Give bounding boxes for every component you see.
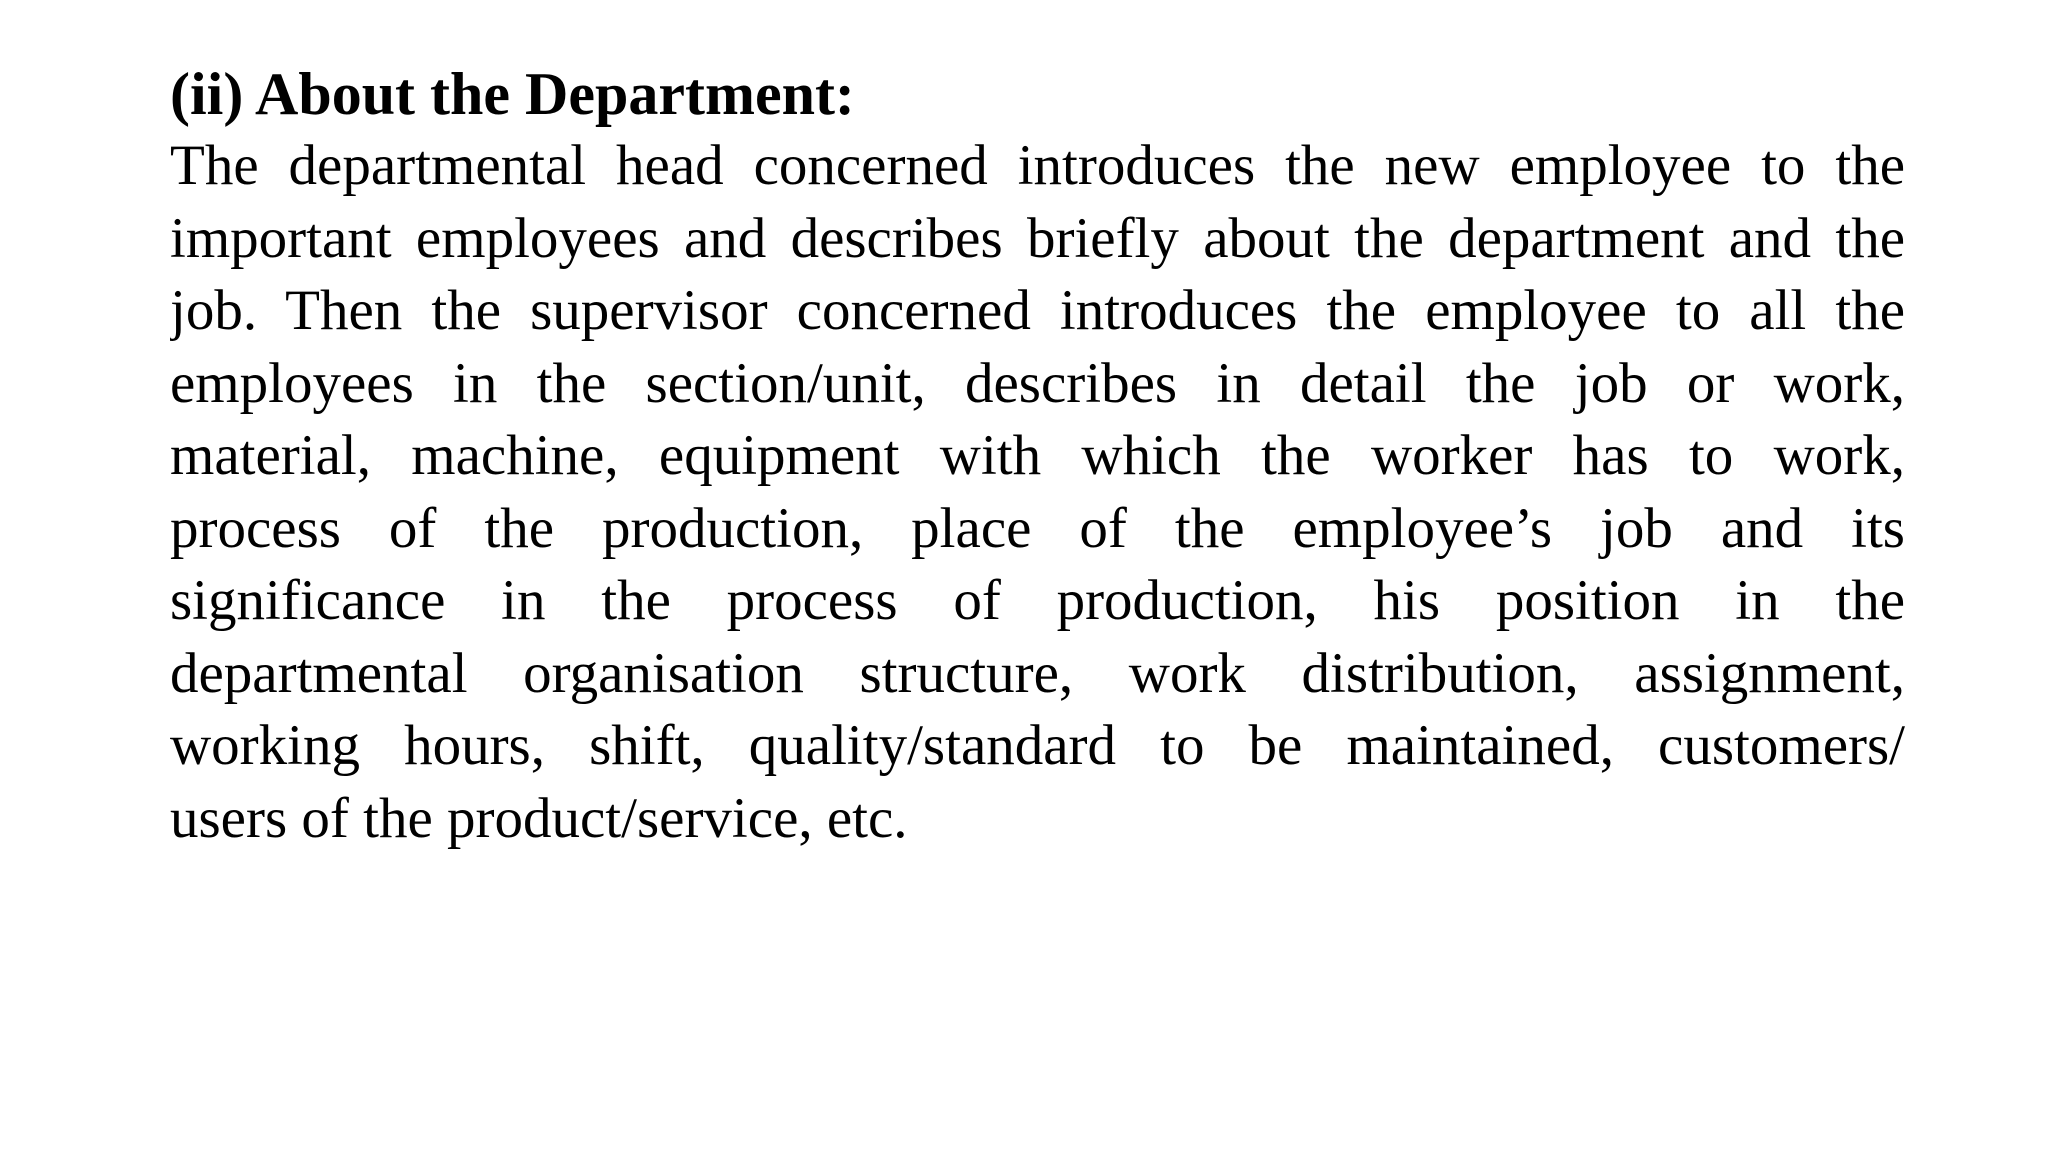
paragraph-line: departmental organisation structure, work distribution, assignment, [170, 641, 1905, 705]
paragraph-line: working hours, shift, quality/standard to be maintained, customers/ [170, 714, 1905, 777]
paragraph-line: employees in the section/unit, describes in detail the job or work, [170, 351, 1905, 415]
section-heading: (ii) About the Department: [170, 61, 855, 127]
paragraph-line: significance in the process of production, his position in the [170, 569, 1905, 632]
paragraph-line: users of the product/service, etc. [170, 786, 908, 850]
paragraph-line: process of the production, place of the employee’s job and its [170, 496, 1905, 560]
paragraph-line: material, machine, equipment with which the worker has to work, [170, 424, 1905, 487]
body-paragraph [170, 130, 1905, 855]
paragraph-line: The departmental head concerned introduces the new employee to the [170, 134, 1905, 197]
paragraph-line: important employees and describes briefly about the department and the [170, 206, 1905, 270]
paragraph-line: job. Then the supervisor concerned introduces the employee to all the [170, 279, 1905, 342]
